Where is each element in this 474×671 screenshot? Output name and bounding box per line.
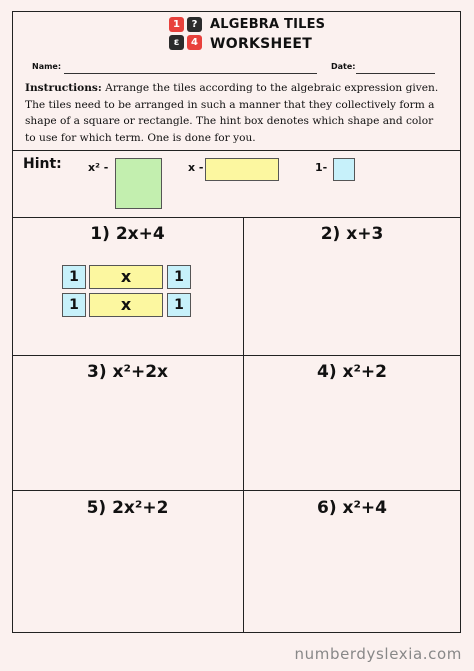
divider <box>12 150 461 151</box>
problem-3-title: 3) x²+2x <box>87 362 168 382</box>
instructions <box>25 80 441 146</box>
divider <box>12 217 461 218</box>
instructions-text: Arrange the tiles according to the algebraic expression given. The tiles need to be arranged in such a manner that they collectively form a shape of a square or rectangle. The hint box denotes which shape and color to use for which term. One is done for you. <box>25 82 439 144</box>
x-tile: x <box>89 265 163 289</box>
logo-tile-three: ε <box>169 35 184 50</box>
hint-unit-tile <box>333 158 355 181</box>
problem-4-title: 4) x²+2 <box>316 362 387 382</box>
problem-5-title: 5) 2x²+2 <box>86 498 169 518</box>
unit-tile: 1 <box>167 293 191 317</box>
unit-tile: 1 <box>62 265 86 289</box>
logo-tile-question: ? <box>187 17 202 32</box>
hint-term-unit: 1- <box>315 161 328 174</box>
instructions-label: Instructions: <box>25 82 102 94</box>
divider <box>12 355 461 356</box>
problem-6-title: 6) x²+4 <box>316 498 387 518</box>
logo <box>169 17 203 51</box>
problem-1-title: 1) 2x+4 <box>90 224 165 244</box>
date-field[interactable] <box>356 73 435 74</box>
hint-term-x: x - <box>188 161 204 174</box>
logo-tile-four: 4 <box>187 35 202 50</box>
hint-x-tile <box>205 158 279 181</box>
problem-2-title: 2) x+3 <box>320 224 384 244</box>
name-field[interactable] <box>64 73 317 74</box>
footer-url: numberdyslexia.com <box>294 645 462 663</box>
logo-tile-one: 1 <box>169 17 184 32</box>
date-label: Date: <box>331 62 356 71</box>
worksheet-title-line1: ALGEBRA TILES <box>210 17 326 32</box>
hint-term-x-squared: x² - <box>88 161 109 174</box>
worksheet-title-line2: WORKSHEET <box>210 36 313 52</box>
name-label: Name: <box>32 62 62 71</box>
hint-label: Hint: <box>23 156 62 172</box>
x-tile: x <box>89 293 163 317</box>
unit-tile: 1 <box>167 265 191 289</box>
column-divider <box>243 217 244 633</box>
hint-x-squared-tile <box>115 158 162 209</box>
divider <box>12 490 461 491</box>
unit-tile: 1 <box>62 293 86 317</box>
